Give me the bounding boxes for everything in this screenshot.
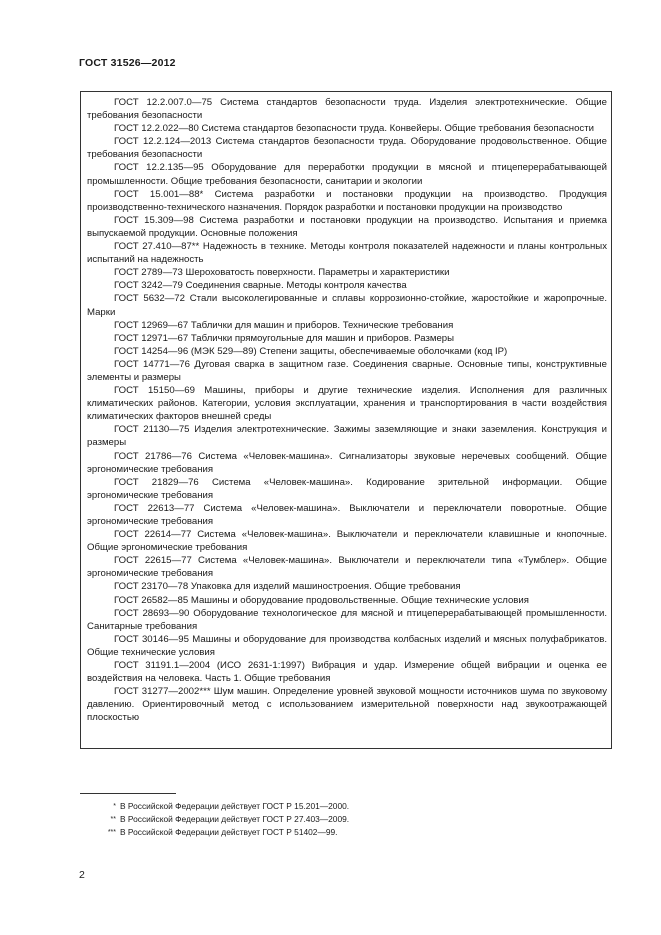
reference-item: ГОСТ 31277—2002*** Шум машин. Определение уровней звуковой мощности источников шума по звуковому давлению. Ориентировочный метод с использованием измерительной поверхности над звукоотражающей плоскостью <box>87 686 607 724</box>
reference-item: ГОСТ 5632—72 Стали высоколегированные и сплавы коррозионно-стойкие, жаростойкие и жаропрочные. Марки <box>87 293 607 318</box>
document-code-header: ГОСТ 31526—2012 <box>79 57 176 69</box>
reference-item: ГОСТ 21130—75 Изделия электротехнические. Зажимы заземляющие и знаки заземления. Конструкция и размеры <box>87 424 607 449</box>
reference-item: ГОСТ 15.001—88* Система разработки и постановки продукции на производство. Продукция производственно-технического назначения. Порядок разработки и постановки продукции на производство <box>87 188 607 213</box>
reference-item: ГОСТ 22615—77 Система «Человек-машина». Выключатели и переключатели типа «Тумблер». Общие эргономические требования <box>87 555 607 580</box>
reference-item: ГОСТ 30146—95 Машины и оборудование для производства колбасных изделий и мясных полуфабрикатов. Общие технические условия <box>87 633 607 658</box>
reference-item: ГОСТ 12.2.135—95 Оборудование для переработки продукции в мясной и птицеперерабатывающей промышленности. Общие требования безопасности, санитарии и экологии <box>87 162 607 187</box>
reference-item: ГОСТ 12.2.007.0—75 Система стандартов безопасности труда. Изделия электротехнические. Общие требования безопасности <box>87 97 607 122</box>
footnote-divider <box>80 793 176 794</box>
footnote-item <box>80 800 349 813</box>
footnote-mark: *** <box>107 829 116 836</box>
reference-item: ГОСТ 15150—69 Машины, приборы и другие технические изделия. Исполнения для различных климатических районов. Категории, условия эксплуатации, хранения и транспортирования в части воздействия климатических факторов внешней среды <box>87 385 607 423</box>
reference-item: ГОСТ 14771—76 Дуговая сварка в защитном газе. Соединения сварные. Основные типы, конструктивные элементы и размеры <box>87 358 607 383</box>
reference-item: ГОСТ 21786—76 Система «Человек-машина». Сигнализаторы звуковые неречевых сообщений. Общие эргономические требования <box>87 450 607 475</box>
reference-item: ГОСТ 14254—96 (МЭК 529—89) Степени защиты, обеспечиваемые оболочками (код IP) <box>114 345 508 357</box>
reference-item: ГОСТ 22614—77 Система «Человек-машина». Выключатели и переключатели клавишные и кнопочные. Общие эргономические требования <box>87 529 607 554</box>
footnote-text: В Российской Федерации действует ГОСТ Р 27.403—2009. <box>120 814 350 824</box>
footnote-text: В Российской Федерации действует ГОСТ Р 15.201—2000. <box>120 801 350 811</box>
reference-item: ГОСТ 12.2.022—80 Система стандартов безопасности труда. Конвейеры. Общие требования безопасности <box>114 123 594 135</box>
reference-item: ГОСТ 23170—78 Упаковка для изделий машиностроения. Общие требования <box>114 581 461 593</box>
reference-item: ГОСТ 12969—67 Таблички для машин и приборов. Технические требования <box>114 319 454 331</box>
reference-item: ГОСТ 12.2.124—2013 Система стандартов безопасности труда. Оборудование продовольственное. Общие требования безопасности <box>87 136 607 161</box>
reference-item: ГОСТ 22613—77 Система «Человек-машина». Выключатели и переключатели поворотные. Общие эргономические требования <box>87 502 607 527</box>
reference-item: ГОСТ 15.309—98 Система разработки и постановки продукции на производство. Испытания и приемка выпускаемой продукции. Основные положения <box>87 214 607 239</box>
reference-item: ГОСТ 12971—67 Таблички прямоугольные для машин и приборов. Размеры <box>114 332 455 344</box>
normative-references-list <box>87 96 607 725</box>
page-number: 2 <box>79 869 85 881</box>
reference-item: ГОСТ 21829—76 Система «Человек-машина». Кодирование зрительной информации. Общие эргономические требования <box>87 476 607 501</box>
reference-item: ГОСТ 3242—79 Соединения сварные. Методы контроля качества <box>114 280 407 292</box>
footnote-mark: * <box>113 803 116 810</box>
reference-item: ГОСТ 2789—73 Шероховатость поверхности. Параметры и характеристики <box>114 267 450 279</box>
reference-item: ГОСТ 27.410—87** Надежность в технике. Методы контроля показателей надежности и планы контрольных испытаний на надежность <box>87 241 607 266</box>
footnote-mark: ** <box>110 816 116 823</box>
reference-item: ГОСТ 28693—90 Оборудование технологическое для мясной и птицеперерабатывающей промышленности. Санитарные требования <box>87 607 607 632</box>
footnotes-list <box>80 800 349 839</box>
footnote-item <box>80 826 349 839</box>
footnote-item <box>80 813 349 826</box>
reference-item: ГОСТ 31191.1—2004 (ИСО 2631-1:1997) Вибрация и удар. Измерение общей вибрации и оценка ее воздействия на человека. Часть 1. Общие требования <box>87 660 607 685</box>
footnote-text: В Российской Федерации действует ГОСТ Р 51402—99. <box>120 827 338 837</box>
reference-item: ГОСТ 26582—85 Машины и оборудование продовольственные. Общие технические условия <box>114 594 529 606</box>
